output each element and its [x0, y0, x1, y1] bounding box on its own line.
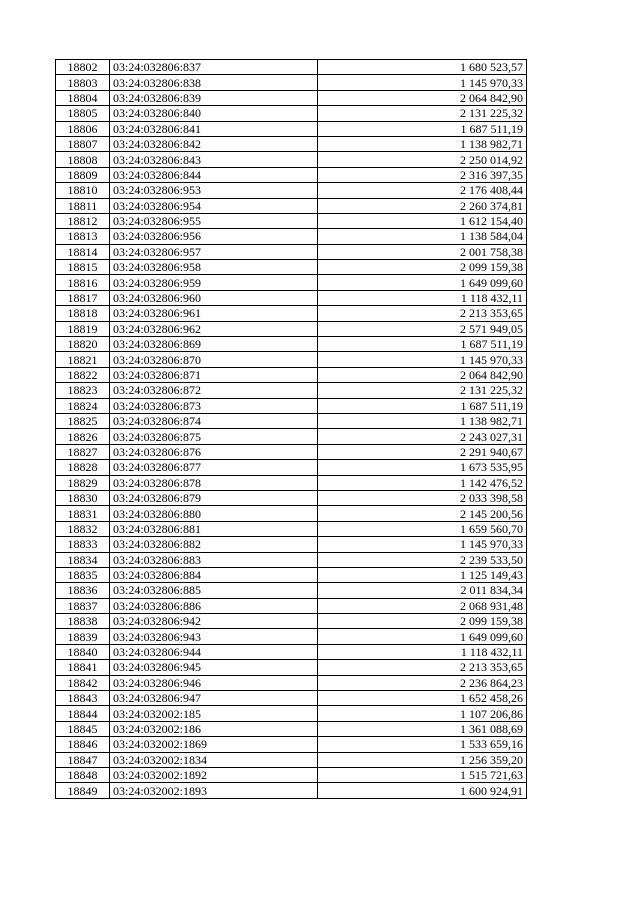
cadastral-number-cell: 03:24:032806:880 [110, 506, 318, 521]
table-row [56, 290, 527, 305]
row-number-cell: 18831 [56, 506, 110, 521]
cadastral-value-cell: 1 138 982,71 [318, 413, 527, 428]
row-number-cell: 18829 [56, 475, 110, 490]
cadastral-value-cell: 2 250 014,92 [318, 152, 527, 167]
cadastral-value-cell: 1 138 982,71 [318, 136, 527, 151]
row-number-cell: 18807 [56, 136, 110, 151]
row-number-cell: 18849 [56, 783, 110, 798]
cadastral-value-cell: 2 291 940,67 [318, 444, 527, 459]
cadastral-value-cell: 2 176 408,44 [318, 183, 527, 198]
cadastral-number-cell: 03:24:032806:882 [110, 537, 318, 552]
table-row [56, 767, 527, 782]
cadastral-number-cell: 03:24:032806:884 [110, 567, 318, 582]
row-number-cell: 18804 [56, 90, 110, 105]
row-number-cell: 18844 [56, 706, 110, 721]
row-number-cell: 18827 [56, 444, 110, 459]
row-number-cell: 18802 [56, 60, 110, 75]
table-row [56, 644, 527, 659]
cadastral-number-cell: 03:24:032806:842 [110, 136, 318, 151]
cadastral-value-cell: 2 145 200,56 [318, 506, 527, 521]
cadastral-value-cell: 2 033 398,58 [318, 490, 527, 505]
table-row [56, 90, 527, 105]
row-number-cell: 18828 [56, 460, 110, 475]
table-row [56, 660, 527, 675]
cadastral-value-cell: 1 125 149,43 [318, 567, 527, 582]
cadastral-number-cell: 03:24:032806:871 [110, 367, 318, 382]
row-number-cell: 18848 [56, 767, 110, 782]
cadastral-number-cell: 03:24:032806:945 [110, 660, 318, 675]
cadastral-number-cell: 03:24:032806:879 [110, 490, 318, 505]
cadastral-number-cell: 03:24:032806:962 [110, 321, 318, 336]
table-row [56, 367, 527, 382]
cadastral-value-cell: 2 011 834,34 [318, 583, 527, 598]
table-row [56, 567, 527, 582]
cadastral-number-cell: 03:24:032806:843 [110, 152, 318, 167]
row-number-cell: 18841 [56, 660, 110, 675]
cadastral-value-cell: 2 068 931,48 [318, 598, 527, 613]
row-number-cell: 18839 [56, 629, 110, 644]
cadastral-number-cell: 03:24:032806:961 [110, 306, 318, 321]
cadastral-value-cell: 2 236 864,23 [318, 675, 527, 690]
cadastral-number-cell: 03:24:032806:840 [110, 106, 318, 121]
cadastral-value-cell: 2 131 225,32 [318, 383, 527, 398]
row-number-cell: 18834 [56, 552, 110, 567]
table-body [56, 60, 527, 799]
cadastral-value-cell: 1 145 970,33 [318, 537, 527, 552]
table-row [56, 167, 527, 182]
cadastral-value-cell: 2 213 353,65 [318, 306, 527, 321]
row-number-cell: 18805 [56, 106, 110, 121]
cadastral-number-cell: 03:24:032806:959 [110, 275, 318, 290]
row-number-cell: 18803 [56, 75, 110, 90]
table-row [56, 198, 527, 213]
row-number-cell: 18820 [56, 337, 110, 352]
row-number-cell: 18826 [56, 429, 110, 444]
cadastral-value-cell: 1 649 099,60 [318, 629, 527, 644]
cadastral-number-cell: 03:24:032806:944 [110, 644, 318, 659]
table-row [56, 152, 527, 167]
cadastral-number-cell: 03:24:032806:958 [110, 260, 318, 275]
row-number-cell: 18842 [56, 675, 110, 690]
table-row [56, 229, 527, 244]
row-number-cell: 18818 [56, 306, 110, 321]
table-row [56, 275, 527, 290]
row-number-cell: 18806 [56, 121, 110, 136]
cadastral-value-cell: 1 687 511,19 [318, 121, 527, 136]
cadastral-number-cell: 03:24:032002:1892 [110, 767, 318, 782]
cadastral-value-cell: 1 612 154,40 [318, 213, 527, 228]
cadastral-number-cell: 03:24:032002:1834 [110, 752, 318, 767]
cadastral-number-cell: 03:24:032806:877 [110, 460, 318, 475]
cadastral-number-cell: 03:24:032806:872 [110, 383, 318, 398]
cadastral-value-cell: 1 600 924,91 [318, 783, 527, 798]
cadastral-value-cell: 1 118 432,11 [318, 290, 527, 305]
row-number-cell: 18847 [56, 752, 110, 767]
cadastral-number-cell: 03:24:032002:1893 [110, 783, 318, 798]
cadastral-number-cell: 03:24:032806:885 [110, 583, 318, 598]
row-number-cell: 18835 [56, 567, 110, 582]
cadastral-value-cell: 1 533 659,16 [318, 737, 527, 752]
table-row [56, 106, 527, 121]
cadastral-number-cell: 03:24:032806:953 [110, 183, 318, 198]
cadastral-value-cell: 1 652 458,26 [318, 691, 527, 706]
table-row [56, 60, 527, 75]
cadastral-value-cell: 2 243 027,31 [318, 429, 527, 444]
table-row [56, 244, 527, 259]
table-row [56, 75, 527, 90]
row-number-cell: 18809 [56, 167, 110, 182]
row-number-cell: 18814 [56, 244, 110, 259]
cadastral-number-cell: 03:24:032002:1869 [110, 737, 318, 752]
row-number-cell: 18840 [56, 644, 110, 659]
table-row [56, 721, 527, 736]
cadastral-value-cell: 1 687 511,19 [318, 398, 527, 413]
cadastral-value-cell: 1 687 511,19 [318, 337, 527, 352]
table-row [56, 260, 527, 275]
row-number-cell: 18822 [56, 367, 110, 382]
cadastral-value-cell: 2 213 353,65 [318, 660, 527, 675]
cadastral-number-cell: 03:24:032002:185 [110, 706, 318, 721]
cadastral-value-cell: 2 064 842,90 [318, 90, 527, 105]
cadastral-value-cell: 1 145 970,33 [318, 75, 527, 90]
row-number-cell: 18825 [56, 413, 110, 428]
cadastral-value-cell: 1 515 721,63 [318, 767, 527, 782]
cadastral-number-cell: 03:24:032806:869 [110, 337, 318, 352]
cadastral-number-cell: 03:24:032806:874 [110, 413, 318, 428]
cadastral-number-cell: 03:24:032806:954 [110, 198, 318, 213]
row-number-cell: 18824 [56, 398, 110, 413]
row-number-cell: 18837 [56, 598, 110, 613]
table-row [56, 352, 527, 367]
cadastral-value-cell: 1 118 432,11 [318, 644, 527, 659]
cadastral-number-cell: 03:24:032002:186 [110, 721, 318, 736]
cadastral-value-cell: 2 571 949,05 [318, 321, 527, 336]
table-row [56, 121, 527, 136]
cadastral-value-cell: 2 239 533,50 [318, 552, 527, 567]
table-row [56, 429, 527, 444]
table-row [56, 413, 527, 428]
cadastral-value-cell: 1 138 584,04 [318, 229, 527, 244]
row-number-cell: 18832 [56, 521, 110, 536]
table-row [56, 675, 527, 690]
cadastral-value-cell: 1 256 359,20 [318, 752, 527, 767]
row-number-cell: 18833 [56, 537, 110, 552]
table-row [56, 583, 527, 598]
cadastral-number-cell: 03:24:032806:883 [110, 552, 318, 567]
row-number-cell: 18838 [56, 614, 110, 629]
cadastral-number-cell: 03:24:032806:942 [110, 614, 318, 629]
cadastral-number-cell: 03:24:032806:960 [110, 290, 318, 305]
cadastral-value-cell: 1 659 560,70 [318, 521, 527, 536]
row-number-cell: 18819 [56, 321, 110, 336]
cadastral-value-cell: 1 680 523,57 [318, 60, 527, 75]
cadastral-value-cell: 1 107 206,86 [318, 706, 527, 721]
cadastral-value-cell: 1 145 970,33 [318, 352, 527, 367]
row-number-cell: 18823 [56, 383, 110, 398]
cadastral-number-cell: 03:24:032806:875 [110, 429, 318, 444]
table-row [56, 521, 527, 536]
cadastral-number-cell: 03:24:032806:873 [110, 398, 318, 413]
table-row [56, 306, 527, 321]
row-number-cell: 18812 [56, 213, 110, 228]
cadastral-number-cell: 03:24:032806:957 [110, 244, 318, 259]
cadastral-value-cell: 2 099 159,38 [318, 614, 527, 629]
cadastral-number-cell: 03:24:032806:870 [110, 352, 318, 367]
cadastral-number-cell: 03:24:032806:878 [110, 475, 318, 490]
table-row [56, 783, 527, 798]
table-row [56, 183, 527, 198]
table-row [56, 490, 527, 505]
cadastral-value-cell: 1 649 099,60 [318, 275, 527, 290]
table-row [56, 629, 527, 644]
cadastral-value-cell: 2 099 159,38 [318, 260, 527, 275]
row-number-cell: 18846 [56, 737, 110, 752]
cadastral-value-cell: 2 131 225,32 [318, 106, 527, 121]
row-number-cell: 18830 [56, 490, 110, 505]
table-row [56, 460, 527, 475]
table-row [56, 691, 527, 706]
table-row [56, 337, 527, 352]
row-number-cell: 18808 [56, 152, 110, 167]
cadastral-number-cell: 03:24:032806:839 [110, 90, 318, 105]
row-number-cell: 18817 [56, 290, 110, 305]
cadastral-number-cell: 03:24:032806:838 [110, 75, 318, 90]
row-number-cell: 18821 [56, 352, 110, 367]
cadastral-value-cell: 2 260 374,81 [318, 198, 527, 213]
cadastral-number-cell: 03:24:032806:876 [110, 444, 318, 459]
cadastral-number-cell: 03:24:032806:837 [110, 60, 318, 75]
row-number-cell: 18813 [56, 229, 110, 244]
row-number-cell: 18845 [56, 721, 110, 736]
cadastral-number-cell: 03:24:032806:956 [110, 229, 318, 244]
cadastral-number-cell: 03:24:032806:881 [110, 521, 318, 536]
cadastral-value-cell: 2 001 758,38 [318, 244, 527, 259]
table-row [56, 537, 527, 552]
table-row [56, 321, 527, 336]
table-row [56, 552, 527, 567]
cadastral-value-cell: 1 361 088,69 [318, 721, 527, 736]
table-row [56, 383, 527, 398]
table-row [56, 706, 527, 721]
cadastral-number-cell: 03:24:032806:946 [110, 675, 318, 690]
cadastral-value-cell: 2 064 842,90 [318, 367, 527, 382]
table-row [56, 475, 527, 490]
cadastral-value-table [55, 59, 527, 799]
cadastral-number-cell: 03:24:032806:844 [110, 167, 318, 182]
row-number-cell: 18843 [56, 691, 110, 706]
table-row [56, 444, 527, 459]
table-row [56, 506, 527, 521]
table-row [56, 398, 527, 413]
table-row [56, 737, 527, 752]
cadastral-value-cell: 2 316 397,35 [318, 167, 527, 182]
cadastral-number-cell: 03:24:032806:886 [110, 598, 318, 613]
cadastral-value-cell: 1 673 535,95 [318, 460, 527, 475]
table-row [56, 136, 527, 151]
table-row [56, 213, 527, 228]
row-number-cell: 18815 [56, 260, 110, 275]
document-page [55, 59, 527, 799]
row-number-cell: 18836 [56, 583, 110, 598]
table-row [56, 752, 527, 767]
row-number-cell: 18811 [56, 198, 110, 213]
table-row [56, 614, 527, 629]
row-number-cell: 18816 [56, 275, 110, 290]
cadastral-number-cell: 03:24:032806:955 [110, 213, 318, 228]
cadastral-number-cell: 03:24:032806:943 [110, 629, 318, 644]
cadastral-value-cell: 1 142 476,52 [318, 475, 527, 490]
row-number-cell: 18810 [56, 183, 110, 198]
cadastral-number-cell: 03:24:032806:841 [110, 121, 318, 136]
cadastral-number-cell: 03:24:032806:947 [110, 691, 318, 706]
table-row [56, 598, 527, 613]
